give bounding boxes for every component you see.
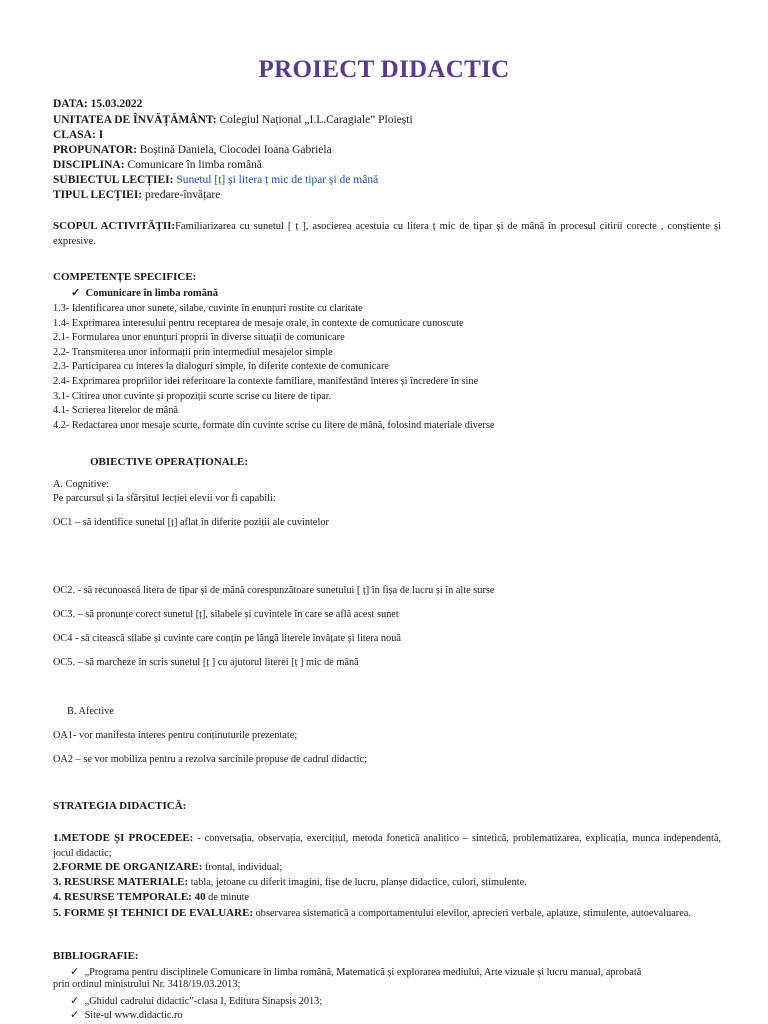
list-item: 1.3- Identificarea unor sunete, silabe, cuvinte în enunțuri rostite cu claritate xyxy=(53,303,363,314)
competences-heading: COMPETENȚE SPECIFICE: xyxy=(53,271,197,283)
competences-subheading xyxy=(71,286,218,299)
objective-oa2: OA2 – se vor mobiliza pentru a rezolva sarcinile propuse de cadrul didactic; xyxy=(53,754,367,765)
checkmark-icon: ✓ xyxy=(70,1009,80,1021)
list-item: 2.3- Participarea cu interes la dialoguri simple, în diferite contexte de comunicare xyxy=(53,361,389,373)
objective-oa1: OA1- vor manifesta interes pentru conținuturile prezentate; xyxy=(53,730,298,741)
cognitive-intro: Pe parcursul și la sfârșitul lecției elevii vor fi capabili: xyxy=(53,493,276,504)
school-line xyxy=(53,114,413,126)
date-label: DATA: xyxy=(53,98,88,110)
type-value: predare-învățare xyxy=(145,189,221,201)
bibliography-item xyxy=(70,965,641,978)
competences-list xyxy=(53,302,494,433)
page-title: PROIECT DIDACTIC xyxy=(258,56,510,83)
school-label: UNITATEA DE ÎNVĂȚĂMÂNT: xyxy=(53,114,217,126)
materials-text: tabla, jetoane cu diferit imagini, fișe de lucru, planșe didactice, culori, stimulente. xyxy=(188,877,527,888)
scope-text: Familiarizarea cu sunetul [ ț ], asocierea acestuia cu litera ț mic de tipar și de mână în procesul citirii corecte , conștiente și expresive. xyxy=(53,221,721,247)
objective-oc3: OC3. – să pronunțe corect sunetul [ț], silabele și cuvintele în care se află acest sunet xyxy=(53,609,399,620)
subject-label: DISCIPLINA: xyxy=(53,159,125,171)
forms-text: frontal, individual; xyxy=(202,862,283,873)
scope-label: SCOPUL ACTIVITĂȚII: xyxy=(53,220,176,232)
class-line xyxy=(53,129,103,141)
methods-paragraph xyxy=(53,831,721,861)
bibliography-item1-line1: „Programa pentru disciplinele Comunicare în limba română, Matematică și explorarea mediului, Arte vizuale și lucru manual, aprobată xyxy=(84,967,642,978)
list-item: 2.1- Formularea unor enunțuri proprii în diverse situații de comunicare xyxy=(53,332,345,344)
forms-label: 2.FORME DE ORGANIZARE: xyxy=(53,861,203,873)
list-item: 4.1- Scrierea literelor de mână xyxy=(53,405,178,417)
bibliography-item1-line2: prin ordinul ministrului Nr. 3418/19.03.2013; xyxy=(53,979,241,990)
objective-oc5: OC5. – să marcheze în scris sunetul [ț ] cu ajutorul literei [ț ] mic de mână xyxy=(53,657,359,668)
school-value: Colegiul Național „I.L.Caragiale” Ploiești xyxy=(219,114,413,126)
evaluation-text: observarea sistematică a comportamentului elevilor, aprecieri verbale, aplauze, stimulente, autoevaluarea. xyxy=(253,908,691,919)
lesson-line xyxy=(53,174,378,186)
type-label: TIPUL LECȚIEI: xyxy=(53,189,143,201)
checkmark-icon: ✓ xyxy=(70,995,80,1007)
cognitive-label: A. Cognitive: xyxy=(53,479,110,490)
materials-label: 3. RESURSE MATERIALE: xyxy=(53,876,189,888)
bibliography-item xyxy=(70,994,322,1007)
time-label: 4. RESURSE TEMPORALE: xyxy=(53,891,192,903)
objective-oc1: OC1 – să identifice sunetul [ț] aflat în diferite poziții ale cuvintelor xyxy=(53,517,329,528)
list-item: 2.4- Exprimarea propriilor idei referitoare la contexte familiare, manifestând interes și încredere în sine xyxy=(53,375,479,387)
bibliography-heading: BIBLIOGRAFIE: xyxy=(53,950,139,962)
subject-line xyxy=(53,159,262,171)
scope-paragraph xyxy=(53,219,721,249)
objectives-heading: OBIECTIVE OPERAȚIONALE: xyxy=(90,456,249,468)
list-item: 4.2- Redactarea unor mesaje scurte, formate din cuvinte scrise cu litere de mână, folosind materiale diverse xyxy=(53,419,495,431)
forms-line xyxy=(53,861,282,873)
list-item: 3.1- Citirea unor cuvinte și propoziții scurte scrise cu litere de tipar. xyxy=(53,390,332,402)
class-label: CLASA: xyxy=(53,129,96,141)
subject-value: Comunicare în limba română xyxy=(127,159,262,171)
proposer-line xyxy=(53,144,332,156)
time-unit: de minute xyxy=(205,892,250,903)
type-line xyxy=(53,189,220,201)
objective-oc4: OC4 - să citească silabe și cuvinte care conțin pe lângă literele învățate și litera nouă xyxy=(53,633,401,644)
competences-subheading-text: Comunicare în limba română xyxy=(85,288,218,299)
checkmark-icon: ✓ xyxy=(71,287,81,299)
evaluation-paragraph xyxy=(53,906,721,921)
date-line xyxy=(53,98,142,110)
methods-text: - conversația, observația, exercițiul, metoda fonetică analitico – sintetică, problematizarea, explicația, munca independentă, jocul didactic; xyxy=(53,833,722,859)
date-value: 15.03.2022 xyxy=(90,98,143,110)
class-value: I xyxy=(98,129,104,141)
proposer-label: PROPUNATOR: xyxy=(53,144,137,156)
bibliography-item2: „Ghidul cadrului didactic”-clasa I, Editura Sinapsis 2013; xyxy=(84,996,323,1007)
affective-label: B. Afective xyxy=(67,706,114,717)
bibliography-item xyxy=(70,1008,183,1021)
time-value: 40 xyxy=(191,891,206,903)
methods-label: 1.METODE ȘI PROCEDEE: xyxy=(53,832,194,844)
lesson-value: Sunetul [ț] și litera ț mic de tipar și de mână xyxy=(176,174,379,186)
proposer-value: Boștină Daniela, Ciocodei Ioana Gabriela xyxy=(139,144,332,156)
materials-line xyxy=(53,876,527,888)
checkmark-icon: ✓ xyxy=(70,966,80,978)
bibliography-item3: Site-ul www.didactic.ro xyxy=(84,1010,183,1021)
strategy-heading: STRATEGIA DIDACTICĂ: xyxy=(53,800,187,812)
time-line xyxy=(53,891,249,903)
list-item: 2.2- Transmiterea unor informații prin intermediul mesajelor simple xyxy=(53,346,333,358)
objective-oc2: OC2. - să recunoască litera de tipar și de mână corespunzătoare sunetului [ ț] în fișa de lucru și în alte surse xyxy=(53,585,495,596)
evaluation-label: 5. FORME ȘI TEHNICI DE EVALUARE: xyxy=(53,907,254,919)
list-item: 1.4- Exprimarea interesului pentru receptarea de mesaje orale, în contexte de comunicare cunoscute xyxy=(53,317,464,329)
lesson-label: SUBIECTUL LECȚIEI: xyxy=(53,174,174,186)
